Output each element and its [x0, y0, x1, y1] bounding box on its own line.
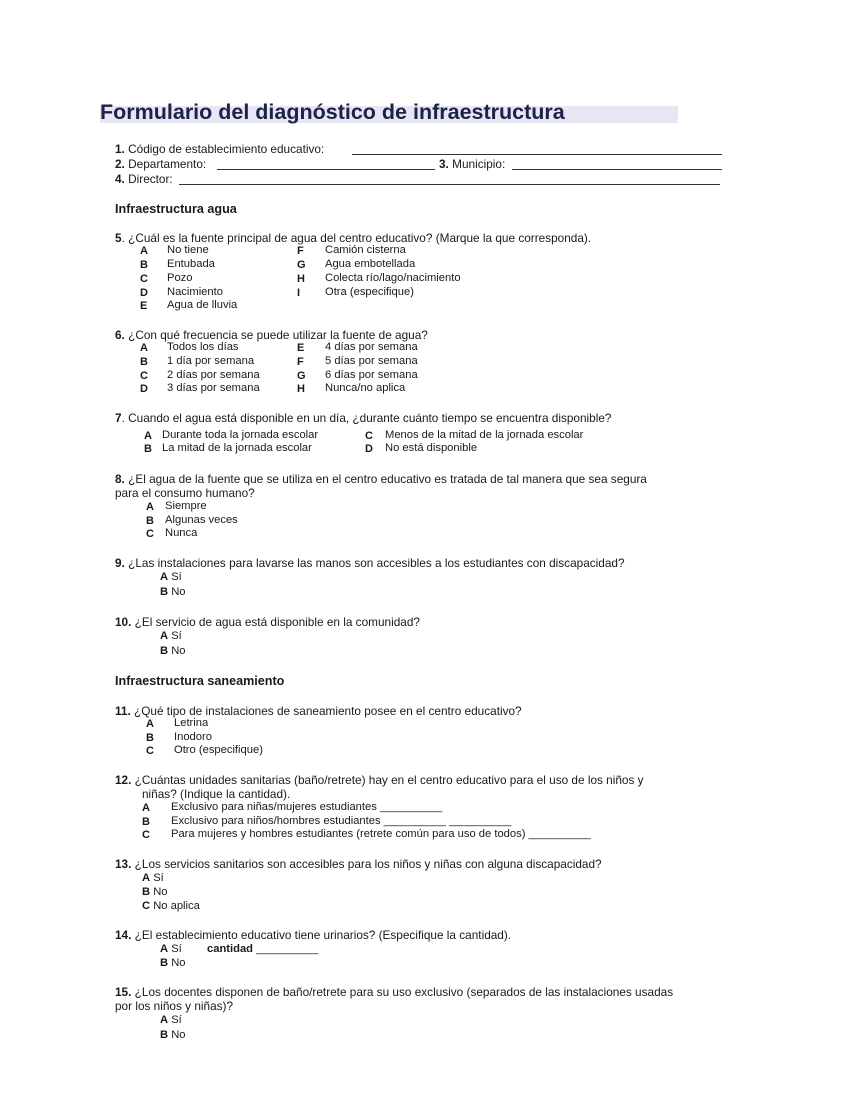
- question-number: 8.: [115, 472, 125, 486]
- option-text: No: [171, 957, 186, 969]
- option-letter: E: [297, 342, 305, 354]
- question-text: ¿Los servicios sanitarios son accesibles para los niños y niñas con alguna discapacidad?: [131, 857, 602, 871]
- question-number: 10.: [115, 615, 132, 629]
- option-letter: B: [160, 1029, 169, 1041]
- option-letter: B: [146, 732, 154, 744]
- question-number: 12.: [115, 773, 132, 787]
- option-text[interactable]: Letrina: [174, 717, 209, 729]
- option-yes[interactable]: [160, 571, 182, 583]
- option-letter: A: [142, 872, 151, 884]
- option-text[interactable]: Agua de lluvia: [167, 299, 238, 311]
- question-15-continued: por los niños y niñas)?: [115, 999, 234, 1013]
- option-text[interactable]: 6 días por semana: [325, 369, 418, 381]
- option-text: Sí: [171, 1014, 182, 1026]
- question-text: ¿Qué tipo de instalaciones de saneamiento posee en el centro educativo?: [130, 704, 522, 718]
- question-number: 6.: [115, 328, 125, 342]
- field-number: 3.: [439, 157, 449, 171]
- option-letter: A: [140, 245, 148, 257]
- field-number: 1.: [115, 142, 125, 156]
- option-letter: B: [146, 515, 154, 527]
- option-text[interactable]: 5 días por semana: [325, 355, 418, 367]
- option-text: Sí: [171, 571, 182, 583]
- option-letter: B: [160, 586, 169, 598]
- option-text[interactable]: 3 días por semana: [167, 382, 260, 394]
- option-text[interactable]: Todos los días: [167, 341, 239, 353]
- option-letter: A: [140, 342, 148, 354]
- question-13: [115, 857, 602, 871]
- option-text[interactable]: Nunca: [165, 527, 198, 539]
- section-heading-saneamiento: Infraestructura saneamiento: [115, 674, 285, 688]
- option-letter: D: [365, 443, 373, 455]
- option-letter: B: [140, 259, 148, 271]
- question-15: [115, 985, 673, 999]
- option-letter: A: [160, 1014, 169, 1026]
- field-label: Departamento:: [128, 157, 207, 171]
- question-8-continued: para el consumo humano?: [115, 486, 255, 500]
- question-5: [115, 231, 591, 245]
- field-number: 2.: [115, 157, 125, 171]
- option-text[interactable]: Exclusivo para niñas/mujeres estudiantes __________: [171, 801, 443, 813]
- question-text: ¿Los docentes disponen de baño/retrete para su uso exclusivo (separados de las instalaciones usadas: [131, 985, 674, 999]
- question-number: 5: [115, 231, 122, 245]
- question-14: [115, 928, 511, 942]
- question-6: [115, 328, 428, 342]
- question-number: 11.: [115, 704, 131, 718]
- establecimiento-line[interactable]: [352, 154, 722, 155]
- option-no[interactable]: [160, 1029, 186, 1041]
- option-text: No: [171, 1029, 186, 1041]
- question-text: ¿El agua de la fuente que se utiliza en el centro educativo es tratada de tal manera que sea segura: [124, 472, 647, 486]
- option-text[interactable]: Nunca/no aplica: [325, 382, 406, 394]
- option-letter: E: [140, 300, 148, 312]
- cantidad-label: cantidad: [207, 943, 254, 955]
- option-text: No: [171, 645, 186, 657]
- question-9: [115, 556, 625, 570]
- option-letter: B: [142, 816, 150, 828]
- option-text[interactable]: Colecta río/lago/nacimiento: [325, 272, 461, 284]
- option-letter: D: [140, 383, 148, 395]
- field-municipio: [439, 157, 505, 171]
- option-text[interactable]: Durante toda la jornada escolar: [162, 429, 319, 441]
- option-text[interactable]: Para mujeres y hombres estudiantes (retrete común para uso de todos) __________: [171, 828, 591, 840]
- option-letter: C: [146, 528, 154, 540]
- option-not-applicable[interactable]: [142, 900, 200, 912]
- option-text[interactable]: No está disponible: [385, 442, 478, 454]
- option-letter: B: [142, 886, 151, 898]
- question-11: [115, 704, 522, 718]
- cantidad-blank: __________: [256, 943, 319, 955]
- option-letter: F: [297, 245, 304, 257]
- option-letter: A: [160, 571, 169, 583]
- question-text: . Cuando el agua está disponible en un día, ¿durante cuánto tiempo se encuentra disponible?: [121, 411, 612, 425]
- option-text[interactable]: Siempre: [165, 500, 207, 512]
- question-text: ¿Con qué frecuencia se puede utilizar la fuente de agua?: [124, 328, 428, 342]
- question-number: 14.: [115, 928, 132, 942]
- option-yes[interactable]: [160, 1014, 182, 1026]
- option-text: No aplica: [153, 900, 200, 912]
- field-establecimiento: [115, 142, 324, 156]
- option-letter: A: [146, 501, 154, 513]
- option-text[interactable]: 1 día por semana: [167, 355, 255, 367]
- question-number: 7: [115, 411, 122, 425]
- option-letter: B: [160, 957, 169, 969]
- option-text[interactable]: 4 días por semana: [325, 341, 418, 353]
- section-heading-agua: Infraestructura agua: [115, 202, 237, 216]
- option-letter: D: [140, 287, 148, 299]
- option-letter: I: [297, 287, 301, 299]
- question-text: ¿Las instalaciones para lavarse las manos son accesibles a los estudiantes con discapacidad?: [124, 556, 625, 570]
- option-letter: C: [140, 273, 148, 285]
- option-letter: A: [144, 430, 152, 442]
- option-yes[interactable]: [160, 630, 182, 642]
- option-text[interactable]: Nacimiento: [167, 286, 223, 298]
- option-letter: B: [140, 356, 148, 368]
- option-letter: A: [146, 718, 154, 730]
- option-text: Sí: [171, 630, 182, 642]
- option-text[interactable]: 2 días por semana: [167, 369, 260, 381]
- question-number: 9.: [115, 556, 125, 570]
- cantidad-field[interactable]: [207, 943, 318, 955]
- option-text[interactable]: Entubada: [167, 258, 215, 270]
- option-yes[interactable]: [160, 943, 182, 955]
- option-text[interactable]: Menos de la mitad de la jornada escolar: [385, 429, 584, 441]
- option-letter: F: [297, 356, 304, 368]
- option-text: Sí: [171, 943, 182, 955]
- field-director: [115, 172, 173, 186]
- field-number: 4.: [115, 172, 125, 186]
- option-letter: A: [160, 630, 169, 642]
- option-letter: G: [297, 370, 306, 382]
- director-line[interactable]: [179, 184, 720, 185]
- option-letter: B: [144, 443, 152, 455]
- question-text: ¿Cuántas unidades sanitarias (baño/retrete) hay en el centro educativo para el uso de los niños y: [131, 773, 644, 787]
- option-letter: H: [297, 273, 305, 285]
- option-no[interactable]: [142, 886, 168, 898]
- option-yes[interactable]: [142, 872, 164, 884]
- option-text: Sí: [153, 872, 164, 884]
- option-text[interactable]: Agua embotellada: [325, 258, 416, 270]
- option-text[interactable]: Algunas veces: [165, 514, 238, 526]
- option-letter: C: [146, 745, 154, 757]
- field-label: Director:: [128, 172, 173, 186]
- option-letter: G: [297, 259, 306, 271]
- option-text[interactable]: No tiene: [167, 244, 209, 256]
- option-no[interactable]: [160, 957, 186, 969]
- option-letter: A: [160, 943, 169, 955]
- option-letter: C: [142, 900, 151, 912]
- departamento-line[interactable]: [217, 169, 435, 170]
- option-text[interactable]: La mitad de la jornada escolar: [162, 442, 312, 454]
- question-number: 15.: [115, 985, 132, 999]
- option-letter: B: [160, 645, 169, 657]
- option-text[interactable]: Pozo: [167, 272, 193, 284]
- option-text[interactable]: Camión cisterna: [325, 244, 406, 256]
- question-12-continued: niñas? (Indique la cantidad).: [142, 787, 291, 801]
- question-7: [115, 411, 611, 425]
- question-text: . ¿Cuál es la fuente principal de agua del centro educativo? (Marque la que corresponda).: [121, 231, 592, 245]
- option-text[interactable]: Otro (especifique): [174, 744, 263, 756]
- question-number: 13.: [115, 857, 132, 871]
- question-text: ¿El servicio de agua está disponible en la comunidad?: [131, 615, 420, 629]
- question-10: [115, 615, 420, 629]
- option-no[interactable]: [160, 645, 186, 657]
- field-departamento: [115, 157, 206, 171]
- option-text[interactable]: Inodoro: [174, 731, 212, 743]
- question-8: [115, 472, 647, 486]
- option-no[interactable]: [160, 586, 186, 598]
- option-letter: A: [142, 802, 150, 814]
- question-12: [115, 773, 644, 787]
- option-letter: C: [142, 829, 150, 841]
- municipio-line[interactable]: [512, 169, 722, 170]
- option-letter: C: [365, 430, 373, 442]
- option-text: No: [153, 886, 168, 898]
- field-label: Código de establecimiento educativo:: [128, 142, 325, 156]
- question-text: ¿El establecimiento educativo tiene urinarios? (Especifique la cantidad).: [131, 928, 512, 942]
- field-label: Municipio:: [452, 157, 506, 171]
- page-title: Formulario del diagnóstico de infraestructura: [100, 100, 565, 124]
- option-text: No: [171, 586, 186, 598]
- option-text[interactable]: Otra (especifique): [325, 286, 414, 298]
- option-letter: C: [140, 370, 148, 382]
- option-letter: H: [297, 383, 305, 395]
- option-text[interactable]: Exclusivo para niños/hombres estudiantes __________ __________: [171, 815, 512, 827]
